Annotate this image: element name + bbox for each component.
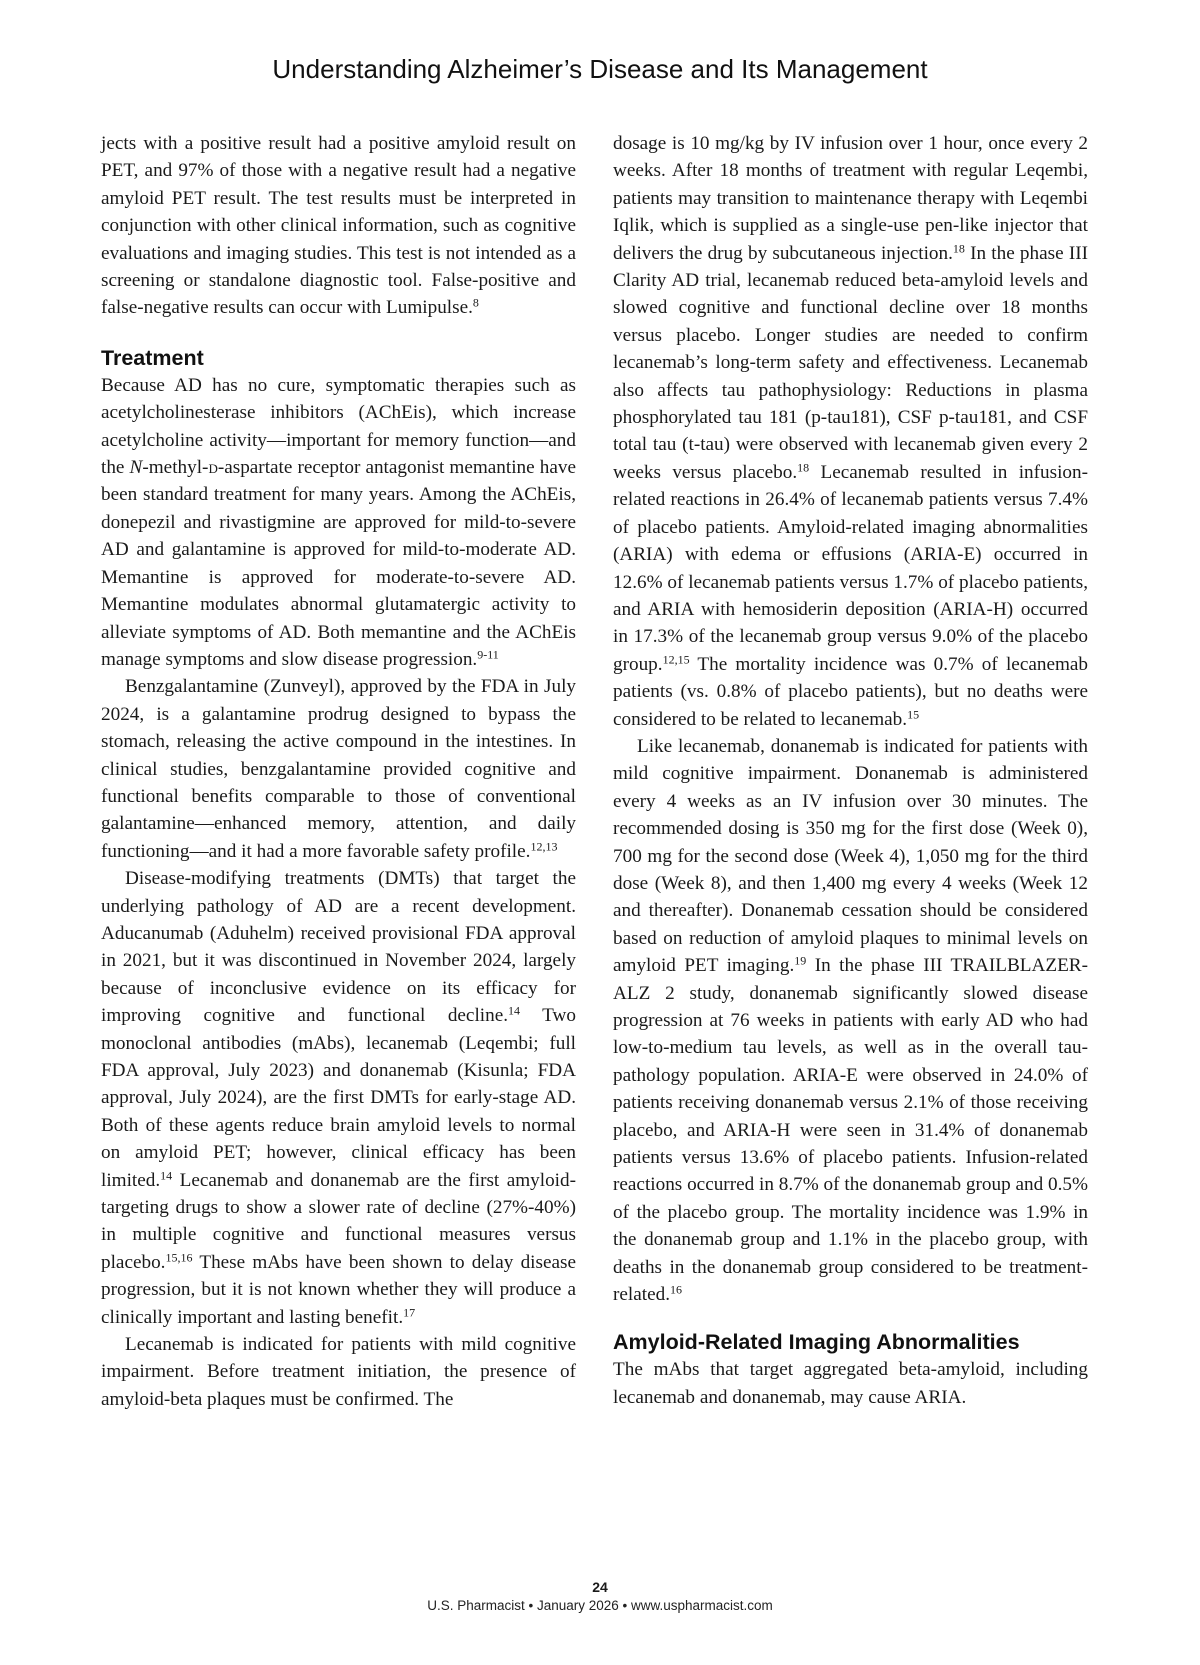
text-run: The mAbs that target aggregated beta-amyloid, including lecanemab and donanemab, may cause ARIA. [613, 1359, 1088, 1408]
text-run: Benzgalantamine (Zunveyl), approved by the FDA in July 2024, is a galantamine prodrug designed to bypass the stomach, releasing the active compound in the intestines. In clinical studies, benzgalantamine provided cognitive and functional benefits comparable to those of conventional galantamine—enhanced memory, attention, and daily functioning—and it had a more favorable safety profile. [101, 676, 576, 862]
citation: 14 [508, 1003, 521, 1018]
running-title: Understanding Alzheimer’s Disease and Its Management [272, 54, 928, 84]
citation: 15 [907, 706, 920, 721]
text-run: dosage is 10 mg/kg by IV infusion over 1 hour, once every 2 weeks. After 18 months of treatment with regular Leqembi, patients may transition to maintenance therapy with Leqembi Iqlik, which is supplied as a single-use pen-like injector that delivers the drug by subcutaneous injection. [613, 133, 1088, 264]
text-run: These mAbs have been shown to delay disease progression, but it is not known whether they will produce a clinically important and lasting benefit. [101, 1251, 576, 1328]
citation: 12,15 [662, 652, 690, 667]
text-run: -aspartate receptor antagonist memantine have been standard treatment for many years. Among the AChEis, donepezil and rivastigmine are approved for mild-to-severe AD and galantamine is approved for mild-to-moderate AD. Memantine is approved for moderate-to-severe AD. Memantine modulates abnormal glutamatergic activity to alleviate symptoms of AD. Both memantine and the AChEis manage symptoms and slow disease progression. [101, 457, 576, 670]
citation: 12,13 [530, 839, 558, 854]
text-run: Like lecanemab, donanemab is indicated for patients with mild cognitive impairment. Donanemab is administered every 4 weeks as an IV infusion over 30 minutes. The recommended dosing is 350 mg for the first dose (Week 0), 700 mg for the second dose (Week 4), 1,050 mg for the third dose (Week 8), and then 1,400 mg every 4 weeks (Week 12 and thereafter). Donanemab cessation should be considered based on reduction of amyloid plaques to minimal levels on amyloid PET imaging. [613, 735, 1088, 977]
text-run: Lecanemab is indicated for patients with mild cognitive impairment. Before treatment initiation, the presence of amyloid-beta plaques must be confirmed. The [101, 1334, 576, 1410]
paragraph [101, 372, 576, 673]
paragraph [101, 865, 576, 1331]
text-run: In the phase III Clarity AD trial, lecanemab reduced beta-amyloid levels and slowed cognitive and functional decline over 18 months versus placebo. Longer studies are needed to confirm lecanemab’s long-term safety and effectiveness. Lecanemab also affects tau pathophysiology: Reductions in plasma phosphorylated tau 181 (p-tau181), CSF p-tau181, and CSF total tau (t-tau) were observed with lecanemab given every 2 weeks versus placebo. [613, 242, 1088, 483]
citation: 16 [670, 1282, 682, 1297]
text-run: jects with a positive result had a positive amyloid result on PET, and 97% of those with a negative result had a negative amyloid PET result. The test results must be interpreted in conjunction with other clinical information, such as cognitive evaluations and imaging studies. This test is not intended as a screening or standalone diagnostic tool. False-positive and false-negative results can occur with Lumipulse. [101, 133, 576, 319]
paragraph [101, 130, 576, 322]
text-run: In the phase III TRAILBLAZER-ALZ 2 study, donanemab significantly slowed disease progression at 76 weeks in patients with early AD who had low-to-medium tau levels, as well as in the overall tau-pathology population. ARIA-E were observed in 24.0% of patients receiving donanemab versus 2.1% of those receiving placebo, and ARIA-H were seen in 31.4% of donanemab patients versus 13.6% of placebo patients. Infusion-related reactions occurred in 8.7% of the donanemab group and 0.5% of the placebo group. The mortality incidence was 1.9% in the donanemab group and 1.1% in the placebo group, with deaths in the donanemab group considered to be treatment-related. [613, 955, 1088, 1306]
paragraph [613, 130, 1088, 733]
citation: 19 [794, 953, 807, 968]
citation: 18 [952, 241, 965, 256]
citation: 14 [160, 1168, 173, 1183]
italic-run: N [129, 457, 143, 479]
text-run: Two monoclonal antibodies (mAbs), lecanemab (Leqembi; full FDA approval, July 2023) and donanemab (Kisunla; FDA approval, July 2024), are the first DMTs for early-stage AD. Both of these agents reduce brain amyloid levels to normal on amyloid PET; however, clinical efficacy has been limited. [101, 1005, 576, 1191]
section-heading-aria: Amyloid-Related Imaging Abnormalities [613, 1330, 1020, 1355]
citation: 9-11 [477, 647, 499, 662]
footer-line: U.S. Pharmacist • January 2026 • www.uspharmacist.com [427, 1598, 773, 1613]
right-column [613, 130, 1088, 1411]
citation: 18 [797, 460, 810, 475]
paragraph [613, 1356, 1088, 1411]
page-number: 24 [592, 1579, 608, 1595]
paragraph [101, 1331, 576, 1413]
small-caps-run: d [208, 457, 218, 479]
left-column [101, 130, 576, 1413]
text-run: Lecanemab and donanemab are the first amyloid-targeting drugs to show a slower rate of decline (27%-40%) in multiple cognitive and functional measures versus placebo. [101, 1169, 576, 1273]
citation: 17 [403, 1305, 416, 1320]
section-heading-treatment: Treatment [101, 345, 204, 370]
text-run: The mortality incidence was 0.7% of lecanemab patients (vs. 0.8% of placebo patients), but no deaths were considered to be related to lecanemab. [613, 653, 1088, 730]
citation: 8 [472, 295, 479, 310]
text-run: Lecanemab resulted in infusion-related reactions in 26.4% of lecanemab patients versus 7.4% of placebo patients. Amyloid-related imaging abnormalities (ARIA) with edema or effusions (ARIA-E) occurred in 12.6% of lecanemab patients versus 1.7% of placebo patients, and ARIA with hemosiderin deposition (ARIA-H) occurred in 17.3% of the lecanemab group versus 9.0% of the placebo group. [613, 461, 1088, 675]
text-run: Disease-modifying treatments (DMTs) that target the underlying pathology of AD are a recent development. Aducanumab (Aduhelm) received provisional FDA approval in 2021, but it was discontinued in November 2024, largely because of inconclusive evidence on its efficacy for improving cognitive and functional decline. [101, 868, 576, 1027]
paragraph [101, 673, 576, 865]
text-run: -methyl- [142, 457, 209, 479]
paragraph [613, 733, 1088, 1309]
citation: 15,16 [165, 1250, 193, 1265]
text-run: Because AD has no cure, symptomatic therapies such as acetylcholinesterase inhibitors (AChEis), which increase acetylcholine activity—important for memory function—and the [101, 374, 576, 479]
